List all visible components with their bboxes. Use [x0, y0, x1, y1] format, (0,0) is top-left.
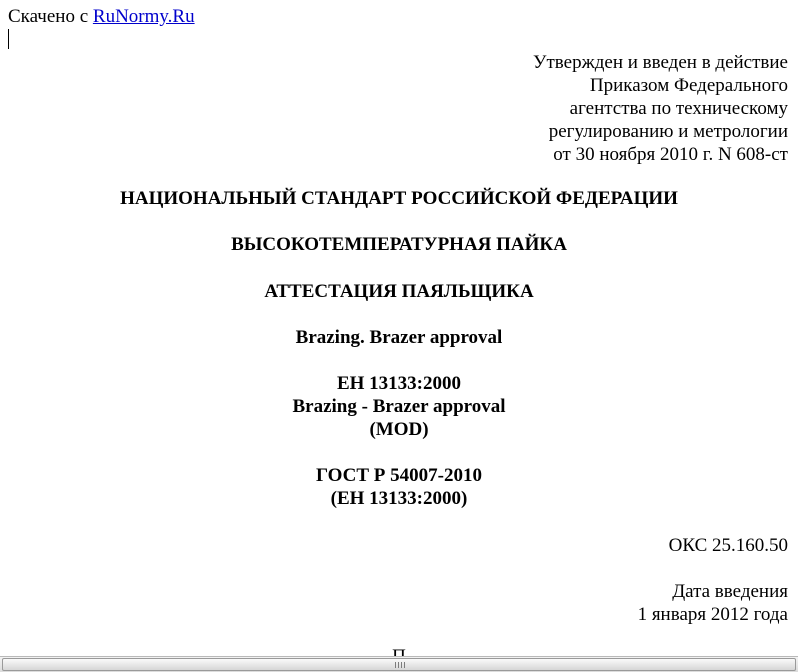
standard-heading	[0, 187, 798, 210]
oks-code	[669, 534, 788, 557]
introduction-label: Дата введения	[672, 581, 788, 602]
standard-heading-text: НАЦИОНАЛЬНЫЙ СТАНДАРТ РОССИЙСКОЙ ФЕДЕРАЦИИ	[120, 188, 678, 209]
introduction-date: 1 января 2012 года	[637, 604, 788, 625]
en-title: Brazing - Brazer approval	[292, 396, 506, 417]
gost-equivalent: (EH 13133:2000)	[330, 488, 468, 509]
approval-line: регулированию и метрологии	[548, 121, 788, 142]
gost-number: ГОСТ Р 54007-2010	[316, 465, 482, 486]
en-designation: EH 13133:2000	[336, 373, 462, 394]
standard-title-ru	[0, 233, 798, 256]
text-cursor	[8, 29, 9, 49]
approval-block	[533, 51, 788, 166]
title-en-text: Brazing. Brazer approval	[295, 327, 503, 348]
en-reference-block	[0, 372, 798, 441]
horizontal-scrollbar[interactable]	[0, 656, 798, 672]
gost-block	[0, 464, 798, 510]
source-line	[8, 6, 195, 28]
standard-title-en	[0, 326, 798, 349]
standard-subtitle-ru	[0, 280, 798, 303]
approval-line: Приказом Федерального	[589, 75, 788, 96]
scrollbar-thumb[interactable]	[2, 658, 796, 671]
grip-lines-icon	[395, 662, 405, 668]
source-link[interactable]: RuNormy.Ru	[92, 6, 195, 27]
approval-line: Утвержден и введен в действие	[533, 52, 788, 73]
approval-line: агентства по техническому	[569, 98, 788, 119]
subtitle-ru-text: АТТЕСТАЦИЯ ПАЯЛЬЩИКА	[264, 281, 534, 302]
oks-text: ОКС 25.160.50	[668, 535, 788, 556]
introduction-date-block	[638, 580, 788, 626]
title-ru-text: ВЫСОКОТЕМПЕРАТУРНАЯ ПАЙКА	[231, 234, 567, 255]
source-prefix: Скачено с	[8, 6, 93, 27]
approval-line: от 30 ноября 2010 г. N 608-ст	[553, 144, 788, 165]
en-mod: (MOD)	[369, 419, 429, 440]
